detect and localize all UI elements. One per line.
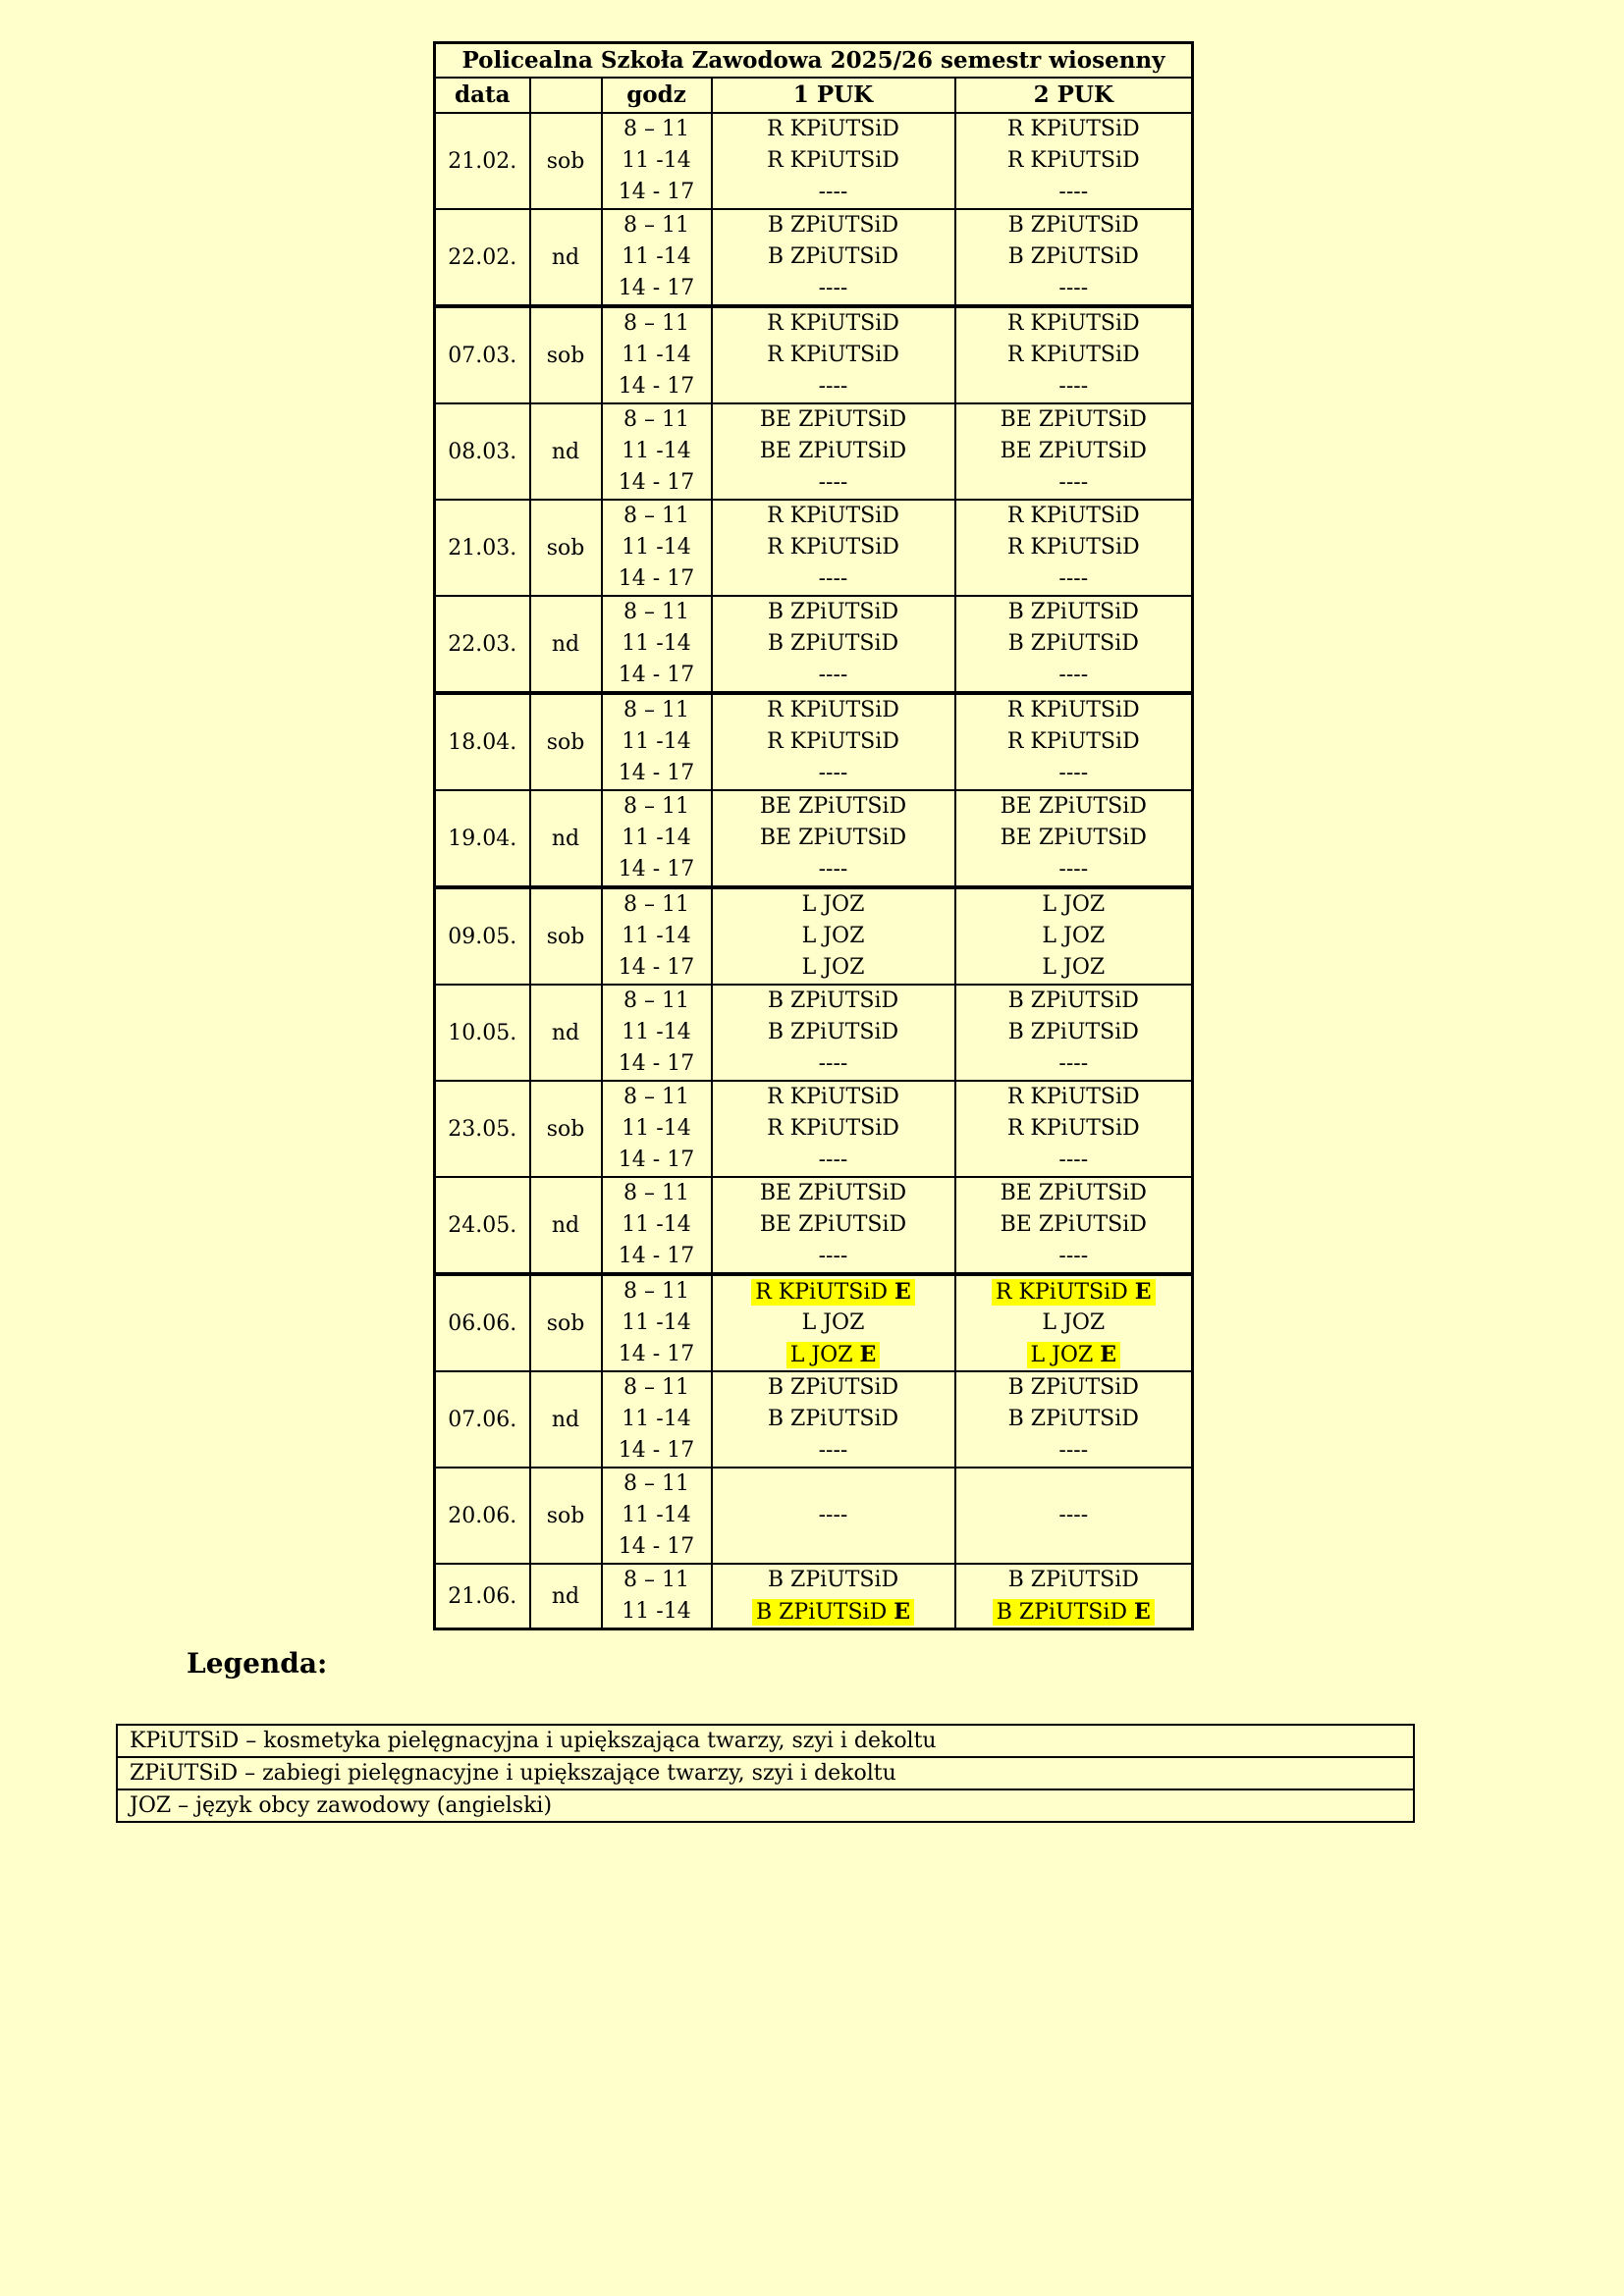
class-entry: B ZPiUTSiD: [767, 1407, 899, 1431]
time-slot: 8 – 11: [623, 600, 689, 624]
class-entry: R KPiUTSiD: [1006, 148, 1140, 173]
class-cell-2puk: [955, 403, 1193, 500]
time-slots-cell: [602, 113, 712, 209]
class-entry: B ZPiUTSiD: [767, 1020, 899, 1044]
class-entry: BE ZPiUTSiD: [1000, 407, 1147, 432]
class-cell-2puk: [955, 306, 1193, 403]
class-entry: L JOZ: [1042, 892, 1106, 917]
class-entry: [956, 1531, 1192, 1563]
time-slot: 11 -14: [622, 826, 691, 850]
class-entry: [956, 1276, 1192, 1308]
col-header-godz: godz: [602, 78, 712, 113]
class-entry: ----: [818, 761, 848, 785]
time-slot: 11 -14: [622, 924, 691, 948]
class-entry: B ZPiUTSiD: [767, 600, 899, 624]
col-header-data: data: [435, 78, 530, 113]
date-cell: 24.05.: [435, 1177, 530, 1274]
class-entry: R KPiUTSiD: [767, 1116, 899, 1141]
class-cell-2puk: [955, 790, 1193, 887]
class-cell-1puk: [712, 790, 955, 887]
day-cell: sob: [530, 1274, 602, 1371]
schedule-row: [435, 1371, 1193, 1468]
schedule-row: [435, 209, 1193, 306]
class-cell-2puk: [955, 1081, 1193, 1177]
time-slot: 14 - 17: [618, 276, 695, 300]
time-slot: 8 – 11: [623, 213, 689, 238]
time-slots-cell: [602, 1081, 712, 1177]
class-entry: BE ZPiUTSiD: [759, 1212, 907, 1237]
class-entry: BE ZPiUTSiD: [759, 826, 907, 850]
time-slot: 14 - 17: [618, 1342, 695, 1366]
class-cell-1puk: [712, 1371, 955, 1468]
legend-item-kpiutsid: KPiUTSiD – kosmetyka pielęgnacyjna i upiększająca twarzy, szyi i dekoltu: [118, 1726, 1413, 1758]
exam-marker: E: [1100, 1342, 1117, 1367]
date-cell: 09.05.: [435, 887, 530, 985]
class-entry: [713, 1531, 954, 1563]
legend-box: [116, 1724, 1415, 1823]
class-entry: B ZPiUTSiD: [1007, 244, 1139, 269]
class-cell-2puk: [955, 500, 1193, 596]
class-entry: R KPiUTSiD: [767, 343, 899, 367]
class-cell-2puk: [955, 1468, 1193, 1564]
day-cell: sob: [530, 500, 602, 596]
time-slot: 11 -14: [622, 148, 691, 173]
time-slot: 11 -14: [622, 1020, 691, 1044]
class-entry: R KPiUTSiD: [767, 311, 899, 336]
legend-heading: Legenda:: [187, 1647, 328, 1680]
exam-marker: E: [894, 1279, 911, 1305]
schedule-row: [435, 596, 1193, 693]
col-header-1puk: 1 PUK: [712, 78, 955, 113]
class-entry: BE ZPiUTSiD: [759, 794, 907, 819]
class-entry: ----: [1058, 566, 1089, 591]
schedule-row: [435, 1468, 1193, 1564]
schedule-row: [435, 1274, 1193, 1371]
class-cell-2puk: [955, 1371, 1193, 1468]
class-entry: [713, 1339, 954, 1370]
class-cell-1puk: [712, 887, 955, 985]
class-entry: ----: [818, 180, 848, 204]
class-cell-1puk: [712, 1081, 955, 1177]
time-slot: 8 – 11: [623, 311, 689, 336]
class-entry: BE ZPiUTSiD: [1000, 826, 1147, 850]
time-slot: 14 - 17: [618, 1438, 695, 1463]
schedule-row: [435, 403, 1193, 500]
time-slot: 11 -14: [622, 439, 691, 463]
class-entry: [713, 1468, 954, 1500]
class-entry: L JOZ: [801, 924, 865, 948]
class-entry: R KPiUTSiD: [1006, 1085, 1140, 1109]
day-cell: nd: [530, 985, 602, 1081]
schedule-row: [435, 1564, 1193, 1629]
class-entry: R KPiUTSiD: [1006, 698, 1140, 722]
schedule-row: [435, 113, 1193, 209]
day-cell: sob: [530, 693, 602, 790]
class-entry: R KPiUTSiD: [767, 117, 899, 141]
exam-highlight: L JOZ E: [786, 1342, 881, 1368]
class-cell-1puk: [712, 693, 955, 790]
class-cell-1puk: [712, 403, 955, 500]
class-entry: R KPiUTSiD: [1006, 535, 1140, 560]
class-entry: R KPiUTSiD: [767, 729, 899, 754]
class-entry: ----: [1058, 1051, 1089, 1076]
class-entry: R KPiUTSiD: [1006, 504, 1140, 528]
time-slot: 11 -14: [622, 1407, 691, 1431]
day-cell: nd: [530, 596, 602, 693]
class-entry: BE ZPiUTSiD: [759, 1181, 907, 1205]
time-slot: 11 -14: [622, 1212, 691, 1237]
class-entry: L JOZ: [1042, 955, 1106, 980]
time-slot: 8 – 11: [623, 504, 689, 528]
time-slot: 11 -14: [622, 729, 691, 754]
day-cell: sob: [530, 113, 602, 209]
time-slots-cell: [602, 596, 712, 693]
date-cell: 22.02.: [435, 209, 530, 306]
class-entry: R KPiUTSiD: [1006, 311, 1140, 336]
date-cell: 07.03.: [435, 306, 530, 403]
class-entry: ----: [1058, 374, 1089, 399]
date-cell: 18.04.: [435, 693, 530, 790]
time-slots-cell: [602, 1468, 712, 1564]
class-entry: ----: [1058, 663, 1089, 687]
class-entry: B ZPiUTSiD: [1007, 1375, 1139, 1400]
class-cell-1puk: [712, 1468, 955, 1564]
class-cell-2puk: [955, 985, 1193, 1081]
time-slot: 11 -14: [622, 1503, 691, 1527]
class-entry: R KPiUTSiD: [1006, 343, 1140, 367]
class-entry: [956, 1468, 1192, 1500]
exam-highlight: B ZPiUTSiD E: [752, 1599, 914, 1626]
class-cell-2puk: [955, 1177, 1193, 1274]
class-cell-1puk: [712, 596, 955, 693]
time-slot: 8 – 11: [623, 698, 689, 722]
time-slot: 8 – 11: [623, 1085, 689, 1109]
time-slot: 11 -14: [622, 1310, 691, 1335]
day-cell: sob: [530, 887, 602, 985]
class-cell-2puk: [955, 693, 1193, 790]
exam-highlight: R KPiUTSiD E: [751, 1279, 915, 1306]
time-slots-cell: [602, 500, 712, 596]
legend-item-zpiutsid: ZPiUTSiD – zabiegi pielęgnacyjne i upiększające twarzy, szyi i dekoltu: [118, 1758, 1413, 1790]
class-entry: ----: [1058, 1503, 1089, 1527]
day-cell: sob: [530, 306, 602, 403]
class-entry: B ZPiUTSiD: [767, 1375, 899, 1400]
class-entry: ----: [1058, 1438, 1089, 1463]
time-slot: 11 -14: [622, 1599, 691, 1624]
class-entry: R KPiUTSiD: [767, 504, 899, 528]
class-entry: ----: [818, 470, 848, 495]
legend-item-joz: JOZ – język obcy zawodowy (angielski): [130, 1793, 553, 1818]
schedule-title: Policealna Szkoła Zawodowa 2025/26 semestr wiosenny: [435, 43, 1193, 79]
schedule-row: [435, 887, 1193, 985]
class-entry: R KPiUTSiD: [1006, 729, 1140, 754]
class-entry: ----: [818, 276, 848, 300]
class-entry: B ZPiUTSiD: [1007, 1407, 1139, 1431]
schedule-row: [435, 693, 1193, 790]
class-entry: B ZPiUTSiD: [1007, 1568, 1139, 1592]
col-header-day: [530, 78, 602, 113]
date-cell: 10.05.: [435, 985, 530, 1081]
class-entry: R KPiUTSiD: [767, 535, 899, 560]
class-entry: ----: [818, 663, 848, 687]
class-entry: BE ZPiUTSiD: [1000, 1181, 1147, 1205]
time-slot: 14 - 17: [618, 663, 695, 687]
time-slots-cell: [602, 403, 712, 500]
class-entry: B ZPiUTSiD: [1007, 988, 1139, 1013]
day-cell: nd: [530, 790, 602, 887]
date-cell: 20.06.: [435, 1468, 530, 1564]
date-cell: 07.06.: [435, 1371, 530, 1468]
class-entry: ----: [818, 566, 848, 591]
time-slots-cell: [602, 1177, 712, 1274]
class-entry: BE ZPiUTSiD: [1000, 439, 1147, 463]
class-entry: BE ZPiUTSiD: [759, 439, 907, 463]
date-cell: 21.03.: [435, 500, 530, 596]
class-entry: R KPiUTSiD: [1006, 117, 1140, 141]
time-slot: 14 - 17: [618, 566, 695, 591]
time-slots-cell: [602, 887, 712, 985]
class-cell-2puk: [955, 1564, 1193, 1629]
time-slot: 11 -14: [622, 535, 691, 560]
date-cell: 23.05.: [435, 1081, 530, 1177]
class-entry: [713, 1596, 954, 1628]
class-entry: R KPiUTSiD: [767, 1085, 899, 1109]
time-slots-cell: [602, 985, 712, 1081]
schedule-row: [435, 985, 1193, 1081]
schedule-table: [433, 41, 1194, 1630]
class-entry: ----: [1058, 276, 1089, 300]
time-slot: 14 - 17: [618, 470, 695, 495]
class-cell-1puk: [712, 113, 955, 209]
exam-highlight: B ZPiUTSiD E: [993, 1599, 1155, 1626]
time-slot: 14 - 17: [618, 1244, 695, 1268]
class-entry: L JOZ: [1042, 1310, 1106, 1335]
class-entry: ----: [1058, 857, 1089, 881]
class-entry: L JOZ: [801, 1310, 865, 1335]
time-slot: 14 - 17: [618, 374, 695, 399]
class-entry: [956, 1339, 1192, 1370]
time-slots-cell: [602, 209, 712, 306]
time-slots-cell: [602, 1274, 712, 1371]
class-entry: ----: [1058, 470, 1089, 495]
time-slot: 14 - 17: [618, 1051, 695, 1076]
exam-marker: E: [893, 1599, 911, 1625]
time-slot: 8 – 11: [623, 1568, 689, 1592]
class-entry: B ZPiUTSiD: [1007, 631, 1139, 656]
time-slot: 14 - 17: [618, 955, 695, 980]
class-entry: BE ZPiUTSiD: [1000, 794, 1147, 819]
time-slot: 8 – 11: [623, 892, 689, 917]
time-slot: 8 – 11: [623, 1181, 689, 1205]
class-cell-2puk: [955, 209, 1193, 306]
class-entry: BE ZPiUTSiD: [1000, 1212, 1147, 1237]
exam-highlight: L JOZ E: [1027, 1342, 1121, 1368]
time-slot: 8 – 11: [623, 1279, 689, 1304]
class-entry: ----: [1058, 1244, 1089, 1268]
col-header-2puk: 2 PUK: [955, 78, 1193, 113]
time-slot: 14 - 17: [618, 1148, 695, 1172]
class-entry: ----: [818, 1438, 848, 1463]
date-cell: 21.06.: [435, 1564, 530, 1629]
class-entry: ----: [818, 1244, 848, 1268]
class-entry: ----: [818, 1148, 848, 1172]
time-slot: 14 - 17: [618, 857, 695, 881]
class-entry: B ZPiUTSiD: [767, 1568, 899, 1592]
class-entry: ----: [1058, 761, 1089, 785]
class-entry: B ZPiUTSiD: [767, 631, 899, 656]
class-entry: ----: [818, 1051, 848, 1076]
exam-highlight: R KPiUTSiD E: [992, 1279, 1156, 1306]
day-cell: nd: [530, 1371, 602, 1468]
time-slots-cell: [602, 1564, 712, 1629]
class-entry: ----: [818, 374, 848, 399]
class-entry: B ZPiUTSiD: [767, 213, 899, 238]
class-cell-2puk: [955, 1274, 1193, 1371]
time-slots-cell: [602, 306, 712, 403]
class-entry: R KPiUTSiD: [767, 698, 899, 722]
class-entry: BE ZPiUTSiD: [759, 407, 907, 432]
time-slot: 8 – 11: [623, 407, 689, 432]
schedule-row: [435, 500, 1193, 596]
class-cell-2puk: [955, 113, 1193, 209]
schedule-row: [435, 790, 1193, 887]
time-slot: 11 -14: [622, 244, 691, 269]
class-entry: L JOZ: [1042, 924, 1106, 948]
day-cell: nd: [530, 209, 602, 306]
date-cell: 22.03.: [435, 596, 530, 693]
exam-marker: E: [1134, 1599, 1151, 1625]
day-cell: nd: [530, 403, 602, 500]
day-cell: sob: [530, 1468, 602, 1564]
date-cell: 19.04.: [435, 790, 530, 887]
class-entry: [713, 1276, 954, 1308]
time-slot: 11 -14: [622, 1116, 691, 1141]
time-slot: 14 - 17: [618, 180, 695, 204]
exam-marker: E: [859, 1342, 877, 1367]
class-cell-1puk: [712, 209, 955, 306]
time-slot: 8 – 11: [623, 117, 689, 141]
time-slot: 8 – 11: [623, 1375, 689, 1400]
time-slot: 11 -14: [622, 343, 691, 367]
class-entry: ----: [1058, 1148, 1089, 1172]
time-slot: 11 -14: [622, 631, 691, 656]
class-cell-2puk: [955, 887, 1193, 985]
exam-marker: E: [1134, 1279, 1152, 1305]
schedule-row: [435, 1177, 1193, 1274]
class-entry: B ZPiUTSiD: [767, 244, 899, 269]
class-entry: ----: [818, 1503, 848, 1527]
class-entry: B ZPiUTSiD: [767, 988, 899, 1013]
time-slot: 8 – 11: [623, 794, 689, 819]
time-slots-cell: [602, 790, 712, 887]
class-entry: ----: [1058, 180, 1089, 204]
time-slot: 14 - 17: [618, 1534, 695, 1559]
date-cell: 21.02.: [435, 113, 530, 209]
time-slot: 8 – 11: [623, 1471, 689, 1496]
class-cell-1puk: [712, 1177, 955, 1274]
day-cell: nd: [530, 1177, 602, 1274]
header-row: [435, 78, 1193, 113]
time-slot: 14 - 17: [618, 761, 695, 785]
class-entry: L JOZ: [801, 892, 865, 917]
day-cell: nd: [530, 1564, 602, 1629]
class-entry: R KPiUTSiD: [767, 148, 899, 173]
schedule-row: [435, 1081, 1193, 1177]
time-slots-cell: [602, 1371, 712, 1468]
schedule-row: [435, 306, 1193, 403]
date-cell: 08.03.: [435, 403, 530, 500]
day-cell: sob: [530, 1081, 602, 1177]
class-cell-1puk: [712, 1274, 955, 1371]
class-entry: L JOZ: [801, 955, 865, 980]
time-slots-cell: [602, 693, 712, 790]
title-row: [435, 43, 1193, 79]
class-cell-1puk: [712, 985, 955, 1081]
class-cell-1puk: [712, 1564, 955, 1629]
class-entry: B ZPiUTSiD: [1007, 1020, 1139, 1044]
class-entry: B ZPiUTSiD: [1007, 600, 1139, 624]
class-entry: B ZPiUTSiD: [1007, 213, 1139, 238]
class-entry: ----: [818, 857, 848, 881]
class-entry: R KPiUTSiD: [1006, 1116, 1140, 1141]
class-cell-2puk: [955, 596, 1193, 693]
date-cell: 06.06.: [435, 1274, 530, 1371]
class-entry: [956, 1596, 1192, 1628]
time-slot: 8 – 11: [623, 988, 689, 1013]
class-cell-1puk: [712, 306, 955, 403]
class-cell-1puk: [712, 500, 955, 596]
